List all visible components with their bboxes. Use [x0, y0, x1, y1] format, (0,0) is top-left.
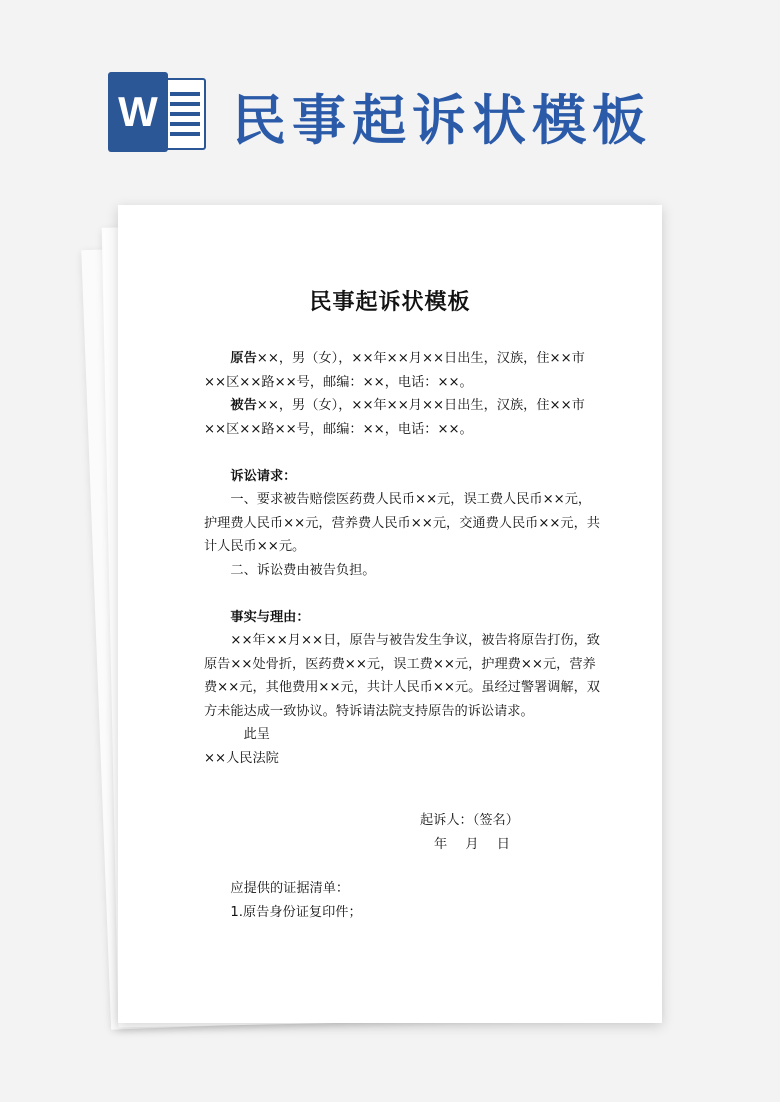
plaintiff-label: 原告 [230, 351, 257, 366]
word-icon-badge: W [108, 72, 168, 152]
claim-item: 一、要求被告赔偿医药费人民币××元，误工费人民币××元，护理费人民币××元，营养费人民币××元，交通费人民币××元，共计人民币××元。 [204, 492, 600, 554]
date-line: 年 月 日 [434, 837, 510, 852]
facts-heading: 事实与理由： [230, 609, 310, 625]
document-page [118, 205, 662, 1023]
defendant-label: 被告 [230, 398, 257, 413]
facts-text: ××年××月××日，原告与被告发生争议，被告将原告打伤，致原告××处骨折，医药费××元，误工费××元，护理费××元，营养费××元，其他费用××元，共计人民币××元。虽经过警署调解，双方未能达成一致协议。特诉请法院支持原告的诉讼请求。 [204, 633, 600, 719]
claims-heading: 诉讼请求： [230, 468, 297, 484]
claim-item: 二、诉讼费由被告负担。 [230, 562, 376, 578]
closing-text: 此呈 [243, 727, 270, 742]
defendant-text: ××，男（女），××年××月××日出生，汉族，住××市××区××路××号，邮编：××，电话：××。 [204, 398, 585, 437]
banner [0, 0, 780, 200]
plaintiff-paragraph [204, 347, 604, 394]
court-name: ××人民法院 [204, 750, 279, 766]
evidence-section [204, 877, 604, 924]
document-title: 民事起诉状模板 [309, 290, 471, 315]
evidence-item: 1.原告身份证复印件； [230, 904, 362, 920]
banner-title: 民事起诉状模板 [232, 89, 652, 152]
defendant-paragraph [204, 394, 604, 441]
evidence-heading: 应提供的证据清单： [230, 881, 350, 896]
plaintiff-text: ××，男（女），××年××月××日出生，汉族，住××市××区××路××号，邮编：××，电话：××。 [204, 351, 585, 390]
word-icon [108, 72, 208, 152]
document-body [204, 347, 604, 770]
signer-line: 起诉人：（签名） [420, 813, 519, 828]
